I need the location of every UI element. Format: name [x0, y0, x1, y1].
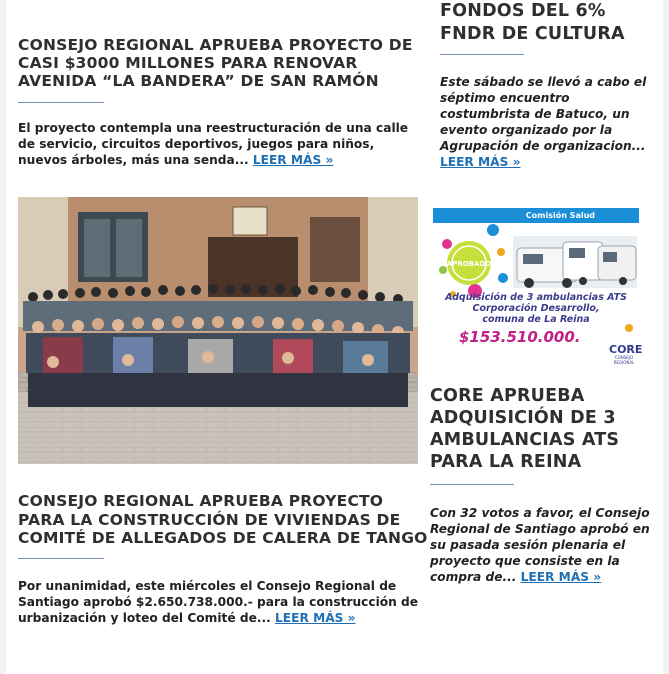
- read-more-link[interactable]: LEER MÁS »: [520, 570, 602, 584]
- core-logo-text: CORE: [609, 343, 643, 356]
- article-title[interactable]: CORE APRUEBA ADQUISICIÓN DE 3 AMBULANCIAS ATS PARA LA REINA: [430, 386, 620, 472]
- news-page: [6, 0, 663, 674]
- ambulance-banner[interactable]: [433, 208, 643, 372]
- title-divider: [430, 484, 514, 485]
- article-excerpt: [18, 120, 418, 168]
- article-title[interactable]: FONDOS DEL 6% FNDR DE CULTURA: [440, 1, 625, 44]
- article-title[interactable]: CONSEJO REGIONAL APRUEBA PROYECTO DE CASI $3000 MILLONES PARA RENOVAR AVENIDA “LA BANDERA” DE SAN RAMÓN: [18, 36, 413, 90]
- banner-price: $153.510.000.: [459, 328, 581, 346]
- title-divider: [18, 102, 104, 103]
- core-logo-subtext: CONSEJO REGIONAL: [613, 355, 635, 365]
- title-divider: [440, 54, 524, 55]
- banner-line-2: Corporación Desarrollo,: [472, 303, 600, 314]
- article-title[interactable]: CONSEJO REGIONAL APRUEBA PROYECTO PARA LA CONSTRUCCIÓN DE VIVIENDAS DE COMITÉ DE ALLEGADOS DE CALERA DE TANGO: [18, 492, 428, 547]
- read-more-link[interactable]: LEER MÁS »: [275, 610, 356, 625]
- core-logo: [609, 343, 643, 365]
- read-more-link[interactable]: LEER MÁS »: [252, 153, 334, 167]
- group-photo-image: [18, 197, 418, 464]
- read-more-link[interactable]: LEER MÁS »: [440, 155, 521, 169]
- article-la-bandera: [18, 36, 418, 168]
- excerpt-text: Por unanimidad, este miércoles el Consejo Regional de Santiago aprobó $2.650.738.000.- para la construcción de urbanización y loteo del Comité de...: [18, 578, 419, 625]
- title-divider: [18, 558, 104, 559]
- article-excerpt: [18, 578, 428, 626]
- excerpt-text: Este sábado se llevó a cabo el séptimo encuentro costumbrista de Batuco, un evento organizado por la Agrupación de organizacion...: [440, 75, 647, 153]
- banner-line-1: Adquisición de 3 ambulancias ATS: [445, 292, 627, 303]
- article-ambulancias: [430, 385, 660, 585]
- article-calera-de-tango: [18, 492, 428, 626]
- article-excerpt: [430, 505, 660, 585]
- article-fondos-cultura: [440, 0, 660, 170]
- banner-line-3: comuna de La Reina: [482, 314, 590, 325]
- group-photo[interactable]: [18, 197, 418, 464]
- article-excerpt: [440, 74, 660, 170]
- excerpt-text: Con 32 votos a favor, el Consejo Regional de Santiago aprobó en su pasada sesión plenaria el proyecto que consiste en la compra de...: [430, 506, 650, 584]
- excerpt-text: El proyecto contempla una reestructuración de una calle de servicio, circuitos deportivos, juegos para niños, nuevos árboles, más una senda...: [18, 121, 409, 167]
- banner-header: Comisión Salud: [433, 208, 639, 223]
- badge-text: APROBADO: [446, 260, 492, 268]
